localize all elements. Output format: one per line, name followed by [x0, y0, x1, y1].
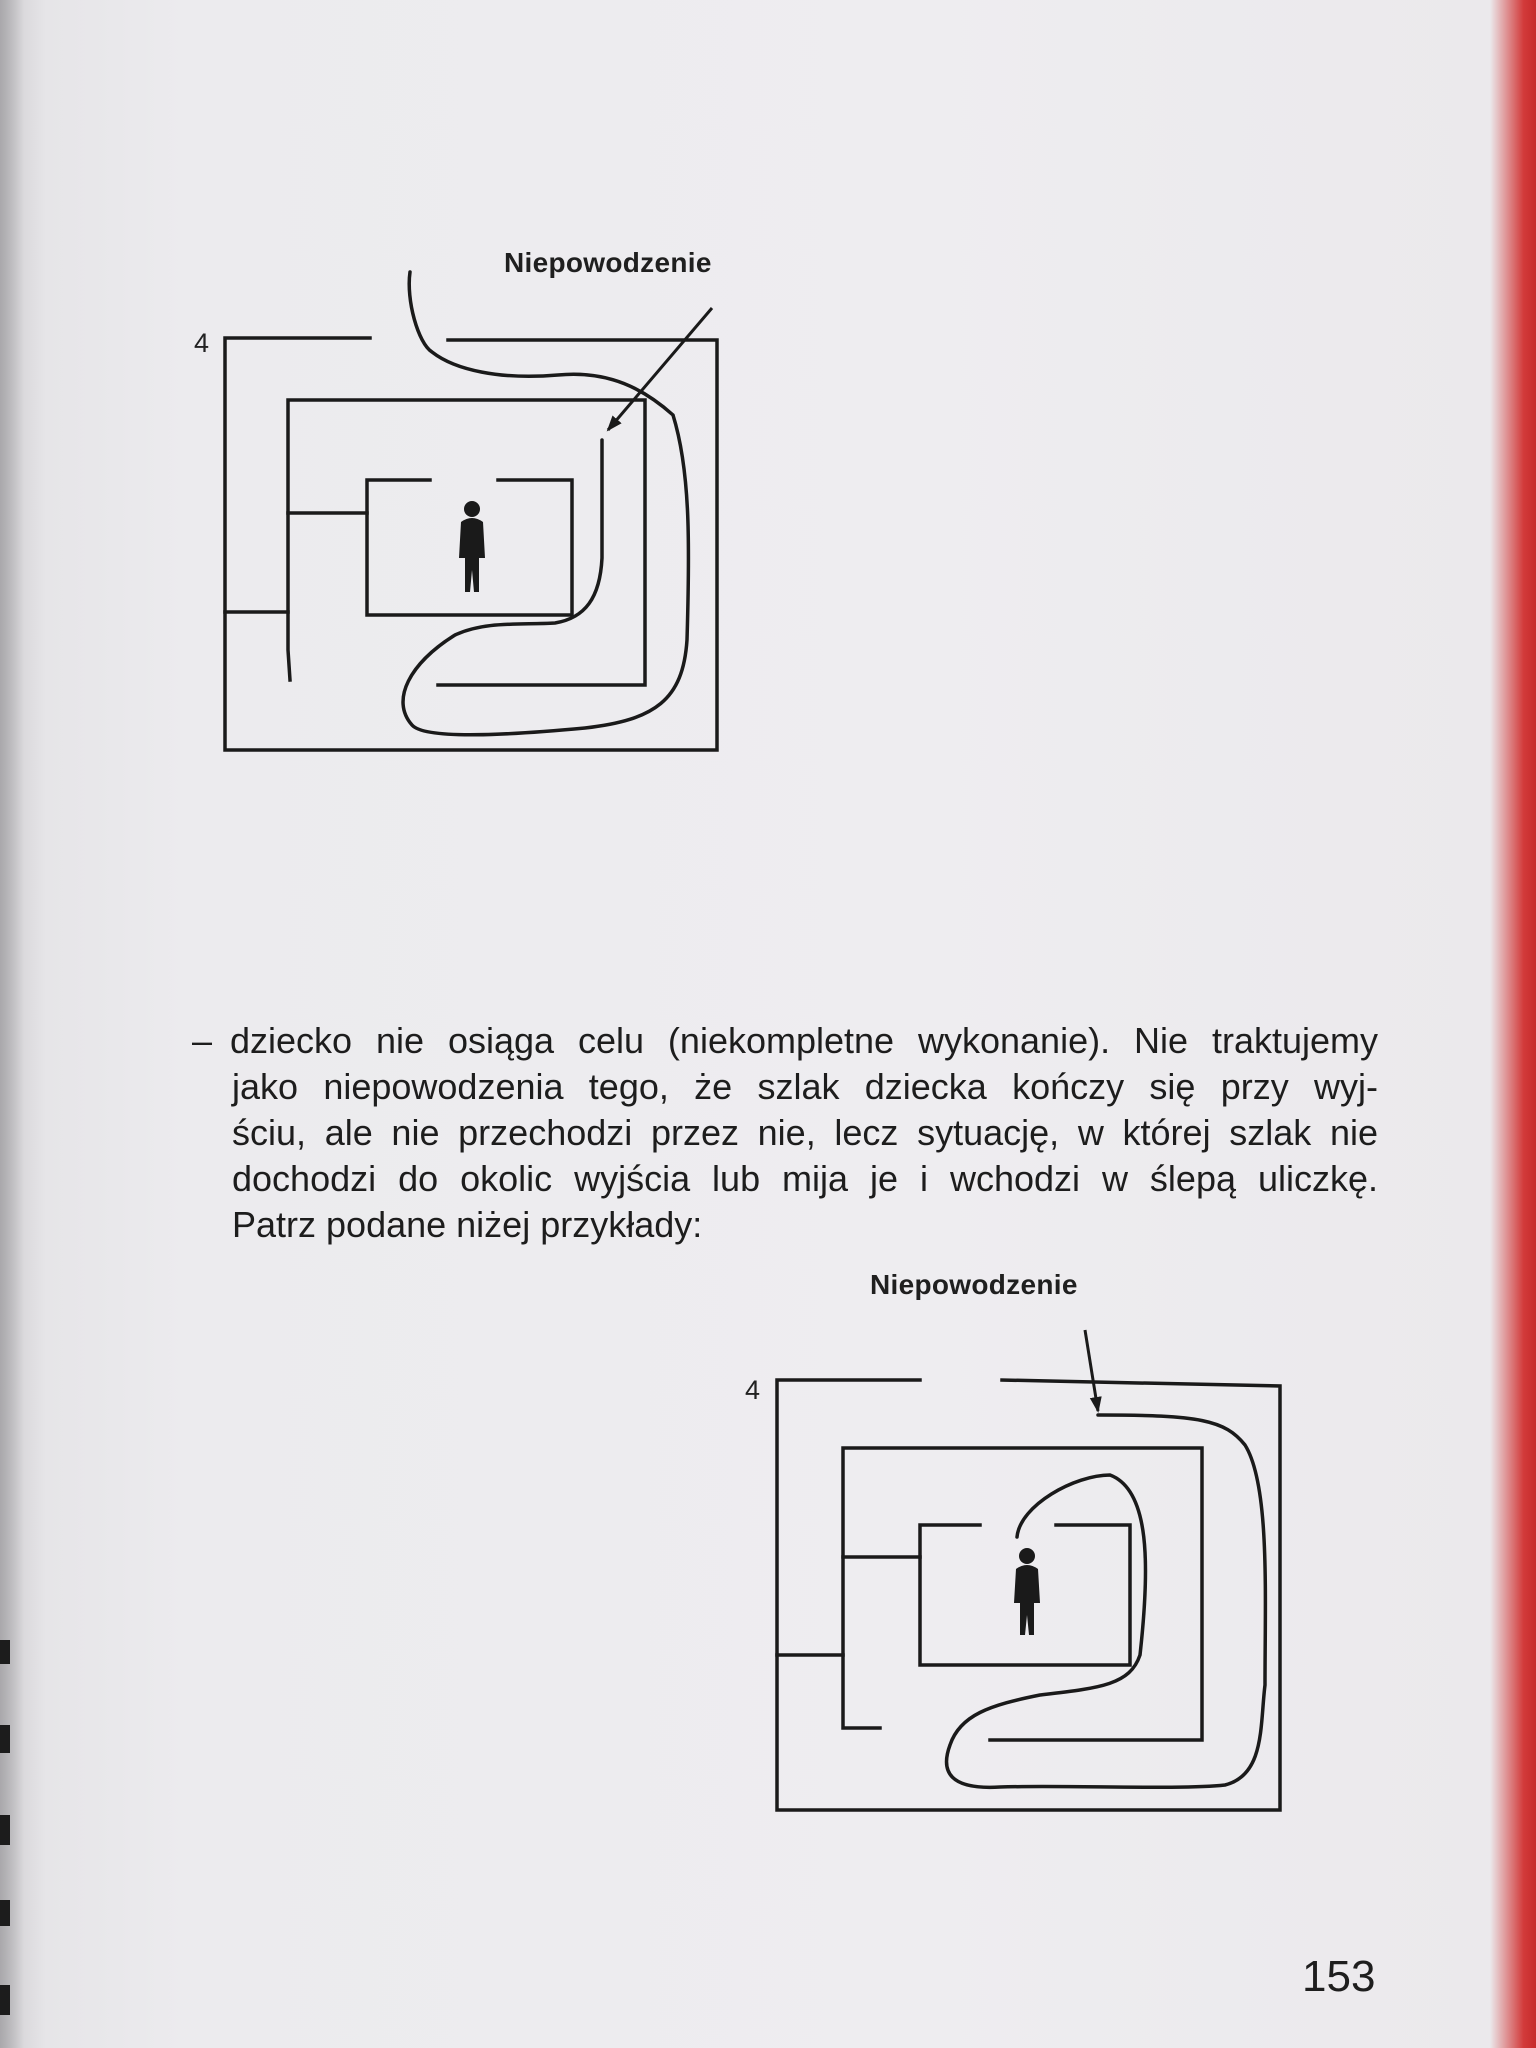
maze-figure-top: [180, 240, 740, 770]
failure-arrow-top: [608, 308, 712, 430]
child-figure-icon-top: [459, 501, 485, 592]
edge-mark: [0, 1900, 10, 1926]
list-dash: –: [192, 1020, 213, 1061]
failure-arrow-bottom: [1085, 1330, 1098, 1411]
paragraph-line-3: ściu, ale nie przechodzi przez nie, lecz sytuację, w której szlak nie: [232, 1112, 1378, 1153]
failure-label-bottom: Niepowodzenie: [870, 1269, 1078, 1300]
child-figure-icon-bottom: [1014, 1548, 1040, 1635]
page-number: 153: [1302, 1952, 1376, 2001]
paragraph-line-5: Patrz podane niżej przykłady:: [232, 1204, 703, 1245]
maze-number-top: 4: [194, 328, 210, 358]
paragraph-line-4: dochodzi do okolic wyjścia lub mija je i wchodzi w ślepą uliczkę.: [232, 1158, 1378, 1199]
edge-mark: [0, 1815, 10, 1845]
failure-label-top: Niepowodzenie: [504, 247, 712, 278]
maze-figure-bottom: [740, 1265, 1300, 1825]
paragraph-line-2: jako niepowodzenia tego, że szlak dziecka kończy się przy wyj-: [232, 1066, 1378, 1107]
maze-drawing-bottom: [740, 1265, 1300, 1825]
paragraph-line-1: dziecko nie osiąga celu (niekompletne wykonanie). Nie traktujemy: [230, 1020, 1378, 1061]
edge-mark: [0, 1725, 10, 1753]
child-path-bottom: [947, 1415, 1266, 1787]
edge-mark: [0, 1985, 10, 2015]
maze-drawing-top: [180, 240, 740, 770]
edge-mark: [0, 1640, 10, 1664]
maze-number-bottom: 4: [745, 1375, 761, 1405]
